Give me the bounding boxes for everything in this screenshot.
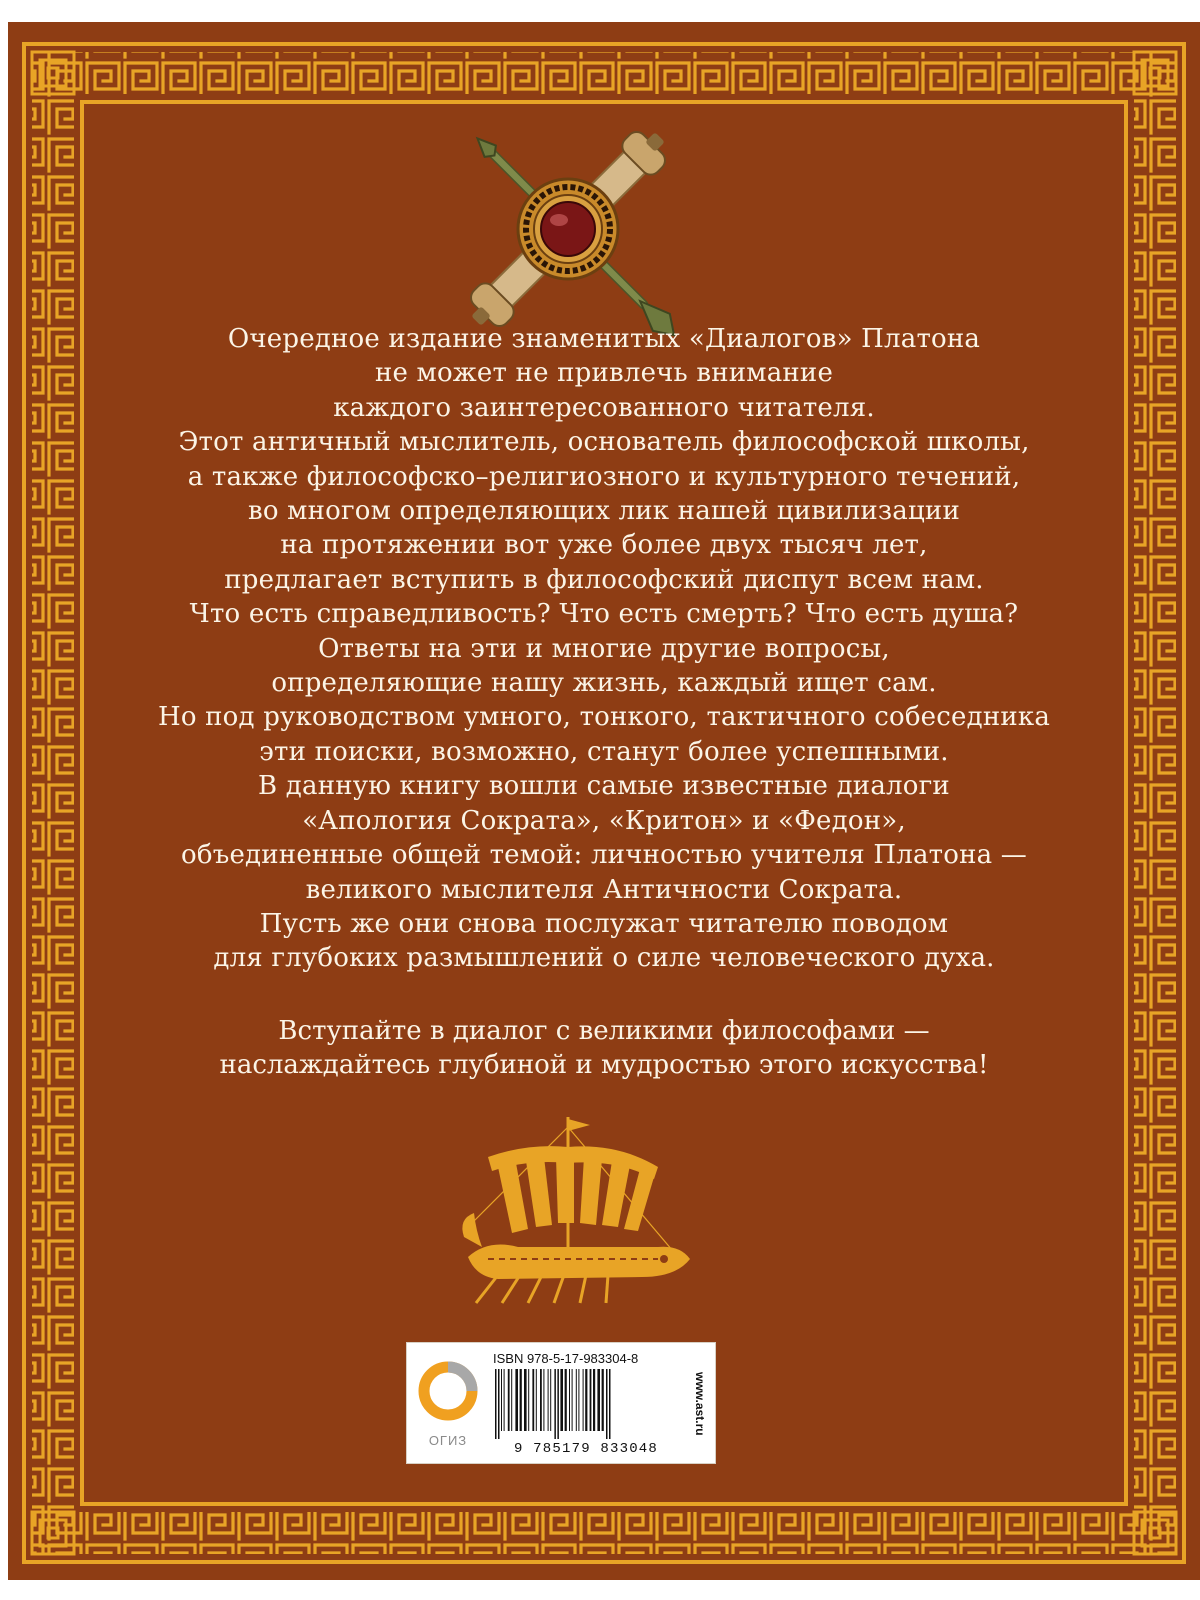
barcode-bar (583, 1369, 584, 1431)
description-line: каждого заинтересованного читателя. (333, 392, 875, 423)
barcode-bar (578, 1369, 579, 1431)
barcode-bar (565, 1369, 567, 1431)
barcode-bar (508, 1369, 510, 1431)
barcode-bar (532, 1369, 534, 1431)
barcode-bar (557, 1369, 559, 1439)
description-line: «Апология Сократа», «Критон» и «Федон», (302, 805, 906, 836)
description-line: объединенные общей темой: личностью учителя Платона — (181, 840, 1027, 871)
description-line: Этот античный мыслитель, основатель философской школы, (178, 427, 1030, 458)
barcode-bar (524, 1369, 527, 1431)
barcode-bar (560, 1369, 563, 1431)
crossed-spear-and-scroll-shield-icon (438, 114, 698, 344)
barcode-bar (606, 1369, 608, 1439)
closing-line: Вступайте в диалог с великими философами — (278, 1016, 930, 1046)
barcode-bar (590, 1369, 592, 1431)
ean-digits: 9 785179 833048 (513, 1441, 659, 1457)
barcode-bar (572, 1369, 573, 1431)
barcode-bars (491, 1369, 681, 1439)
barcode-bar (569, 1369, 570, 1431)
description-line: Очередное издание знаменитых «Диалогов» Платона (227, 324, 981, 354)
barcode-bar (554, 1369, 556, 1439)
barcode-bar (504, 1369, 505, 1431)
description-line: В данную книгу вошли самые известные диалоги (258, 771, 950, 802)
book-description (48, 322, 1160, 976)
barcode-bar (501, 1369, 502, 1431)
closing-line: наслаждайтесь глубиной и мудростью этого искусства! (219, 1050, 989, 1081)
barcode-bar (540, 1369, 542, 1431)
description-line: Но под руководством умного, тонкого, тактичного собеседника (157, 702, 1051, 733)
description-line: Что есть справедливость? Что есть смерть? Что есть душа? (189, 599, 1019, 630)
barcode-bar (543, 1369, 544, 1431)
description-line: эти поиски, возможно, станут более успешными. (259, 736, 949, 767)
barcode-bar (536, 1369, 537, 1431)
closing-tagline (48, 1014, 1160, 1083)
barcode-bar (520, 1369, 522, 1431)
barcode-bar (550, 1369, 551, 1431)
barcode-bar (495, 1369, 497, 1439)
barcode-bar (528, 1369, 529, 1431)
description-line: Пусть же они снова послужат читателю поводом (259, 908, 949, 939)
barcode-bar (597, 1369, 600, 1431)
description-line: для глубоких размышлений о силе человеческого духа. (213, 943, 995, 974)
barcode-bar (511, 1369, 512, 1431)
barcode-panel (406, 1342, 716, 1464)
description-line: не может не привлечь внимание (374, 358, 834, 389)
barcode-bar (602, 1369, 604, 1431)
description-line: а также философско–религиозного и культурного течений, (187, 461, 1021, 492)
barcode-bar (593, 1369, 595, 1431)
barcode-bar (548, 1369, 549, 1431)
description-line: предлагает вступить в философский диспут всем нам. (224, 564, 984, 595)
publisher-website: www.ast.ru (693, 1372, 707, 1436)
description-line: Ответы на эти и многие другие вопросы, (318, 633, 890, 664)
book-back-cover (8, 22, 1200, 1580)
barcode-bar (576, 1369, 577, 1431)
isbn-label: ISBN 978-5-17-983304-8 (493, 1351, 639, 1366)
publisher-logo-text: ОГИЗ (428, 1433, 468, 1448)
description-line: во многом определяющих лик нашей цивилизации (248, 496, 960, 527)
barcode-bar (585, 1369, 587, 1431)
barcode-bar (515, 1369, 518, 1431)
description-line: на протяжении вот уже более двух тысяч лет, (280, 530, 928, 561)
barcode-bar (609, 1369, 611, 1439)
barcode-bar (498, 1369, 500, 1439)
description-line: великого мыслителя Античности Сократа. (305, 874, 903, 905)
greek-trireme-icon (428, 1107, 698, 1307)
description-line: определяющие нашу жизнь, каждый ищет сам. (271, 668, 937, 699)
